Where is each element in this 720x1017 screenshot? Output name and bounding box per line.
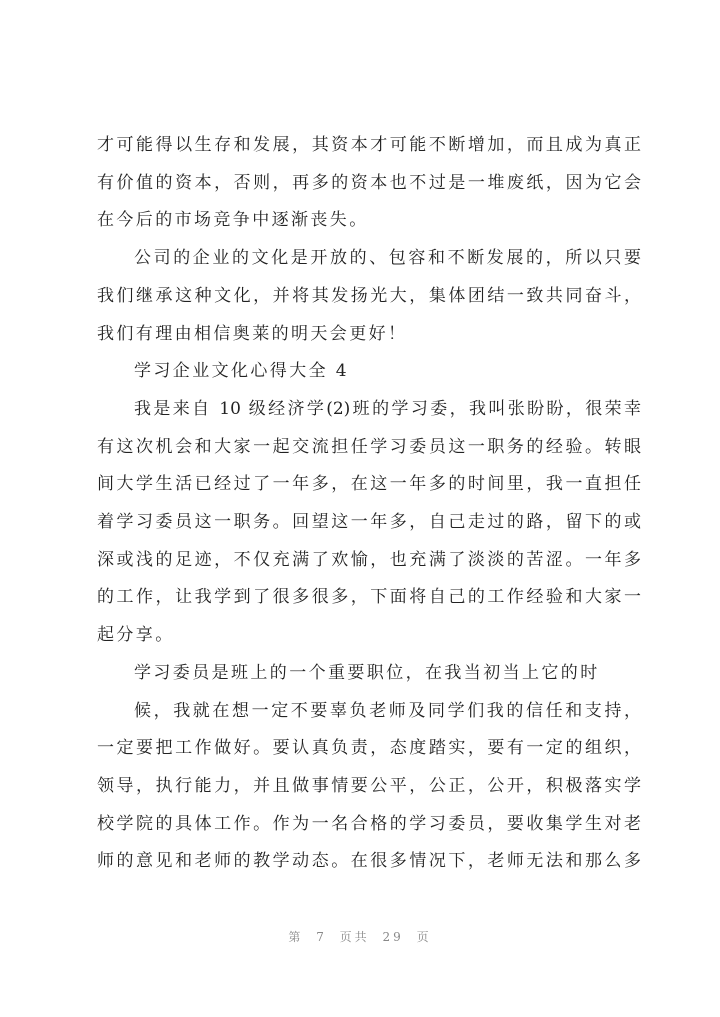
- text-line: 学习委员是班上的一个重要职位，在我当初当上它的时: [134, 662, 600, 683]
- text-line: 有价值的资本，否则，再多的资本也不过是一堆废纸，因为它会: [97, 172, 641, 193]
- text-line: 我是来自 10 级经济学(2)班的学习委，我叫张盼盼，很荣幸: [134, 398, 641, 419]
- text-line: 起分享。: [97, 625, 175, 646]
- text-line: 一定要把工作做好。要认真负责，态度踏实，要有一定的组织，: [97, 738, 641, 759]
- text-line: 间大学生活已经过了一年多，在这一年多的时间里，我一直担任: [97, 474, 641, 495]
- text-line: 深或浅的足迹，不仅充满了欢愉，也充满了淡淡的苦涩。一年多: [97, 549, 641, 570]
- text-line: 着学习委员这一职务。回望这一年多，自己走过的路，留下的或: [97, 512, 641, 533]
- text-line: 领导，执行能力，并且做事情要公平，公正，公开，积极落实学: [97, 775, 641, 796]
- text-line: 我们有理由相信奥莱的明天会更好！: [97, 323, 408, 344]
- text-line: 才可能得以生存和发展，其资本才可能不断增加，而且成为真正: [97, 135, 641, 155]
- text-line: 我们继承这种文化，并将其发扬光大，集体团结一致共同奋斗，: [97, 285, 641, 306]
- text-line: 校学院的具体工作。作为一名合格的学习委员，要收集学生对老: [97, 813, 641, 834]
- text-line: 有这次机会和大家一起交流担任学习委员这一职务的经验。转眼: [97, 436, 641, 457]
- text-line: 在今后的市场竞争中逐渐丧失。: [97, 210, 369, 231]
- page-footer: 第 7 页共 29 页: [288, 930, 432, 944]
- text-line: 的工作，让我学到了很多很多，下面将自己的工作经验和大家一: [97, 587, 641, 608]
- text-line: 学习企业文化心得大全 4: [134, 361, 350, 382]
- text-line: 师的意见和老师的教学动态。在很多情况下，老师无法和那么多: [97, 851, 641, 872]
- text-line: 候，我就在想一定不要辜负老师及同学们我的信任和支持，: [134, 700, 641, 721]
- document-body: [97, 127, 641, 881]
- text-line: 公司的企业的文化是开放的、包容和不断发展的，所以只要: [134, 248, 641, 269]
